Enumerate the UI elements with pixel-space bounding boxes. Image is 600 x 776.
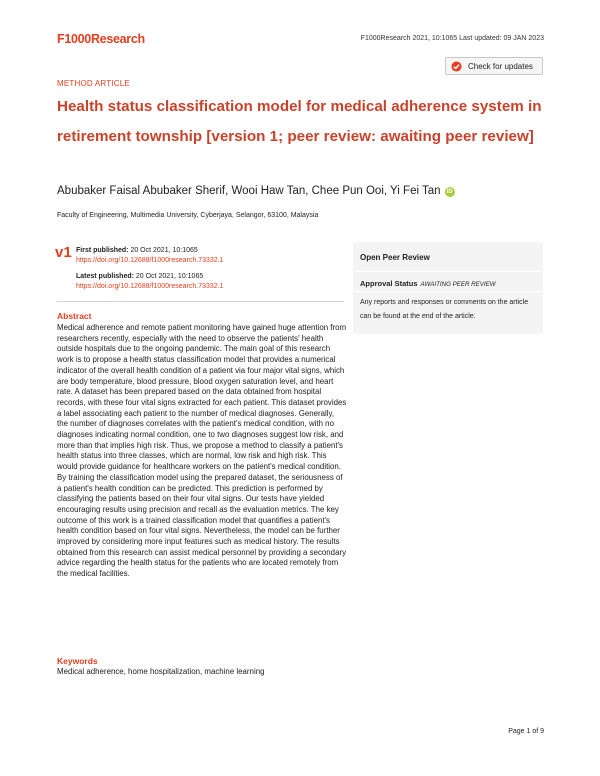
keywords-text: Medical adherence, home hospitalization, machine learning — [57, 667, 265, 676]
panel-divider — [353, 271, 543, 272]
check-for-updates-label: Check for updates — [468, 61, 533, 71]
panel-divider — [353, 291, 543, 292]
first-published-value: 20 Oct 2021, 10:1065 — [130, 247, 198, 254]
page-number: Page 1 of 9 — [508, 728, 544, 735]
first-published-doi-link[interactable]: https://doi.org/10.12688/f1000research.73332.1 — [76, 257, 224, 264]
article-type: METHOD ARTICLE — [57, 79, 130, 88]
abstract-heading: Abstract — [57, 311, 92, 321]
approval-status-value: AWAITING PEER REVIEW — [420, 281, 496, 288]
abstract-text: Medical adherence and remote patient monitoring have gained huge attention from researchers recently, especially with the need to observe the patients' health outside hospitals due to the ongoing pandemic. The main goal of this research work is to propose a health status classification model that provides a numerical indicator of the overall health condition of a patient via four major vital signs, which are body temperature, blood pressure, blood oxygen saturation level, and heart rate. A dataset has been prepared based on the data obtained from hospital records, with these four vital signs extracted for each patient. This dataset provides a label associating each patient to the number of medical diagnoses. Generally, the number of diagnoses correlates with the patient's medical condition, with no diagnoses indicating normal condition, one to two diagnoses suggest low risk, and more than that implies high risk. Thus, we propose a method to classify a patient's health status into three classes, which are normal, low risk and high risk. This would provide guidance for healthcare workers on the patient's medical condition. By training the classification model using the prepared dataset, the seriousness of a patient's health condition can be predicted. This prediction is performed by classifying the patients based on their four vital signs. Our tests have yielded encouraging results using precision and recall as the evaluation metrics. The key outcome of this work is a trained classification model that quantifies a patient's health condition based on four vital signs. Nevertheless, the model can be further improved by considering more input features such as medical history. The results obtained from this research can assist medical personnel by providing a secondary advice regarding the health status for the patients who are located remotely from the medical facilities. — [57, 323, 347, 579]
approval-status — [360, 279, 496, 288]
version-badge: v1 — [55, 244, 72, 261]
author-list — [57, 185, 455, 197]
journal-logo: F1000Research — [57, 32, 145, 46]
latest-published-doi-link[interactable]: https://doi.org/10.12688/f1000research.73332.1 — [76, 283, 224, 290]
peer-review-note: Any reports and responses or comments on the article can be found at the end of the article. — [360, 299, 529, 320]
latest-published-value: 20 Oct 2021, 10:1065 — [135, 273, 204, 280]
check-updates-icon — [451, 61, 462, 72]
first-published-label: First published: — [76, 247, 129, 254]
open-peer-review-heading: Open Peer Review — [360, 253, 430, 262]
approval-status-label: Approval Status — [360, 279, 418, 288]
latest-published-label: Latest published: — [76, 273, 134, 280]
check-for-updates-button[interactable] — [445, 57, 543, 75]
orcid-icon[interactable]: iD — [446, 189, 453, 195]
keywords-heading: Keywords — [57, 656, 98, 666]
citation-line: F1000Research 2021, 10:1065 Last updated: 09 JAN 2023 — [360, 35, 544, 42]
first-published — [76, 246, 224, 266]
article-title: Health status classification model for medical adherence system in retirement township [version 1; peer review: awaiting peer review] — [57, 98, 542, 145]
authors-text: Abubaker Faisal Abubaker Sherif, Wooi Haw Tan, Chee Pun Ooi, Yi Fei Tan — [57, 185, 441, 197]
affiliation: Faculty of Engineering, Multimedia University, Cyberjaya, Selangor, 63100, Malaysia — [57, 212, 319, 219]
divider — [57, 301, 344, 302]
latest-published — [76, 272, 224, 292]
